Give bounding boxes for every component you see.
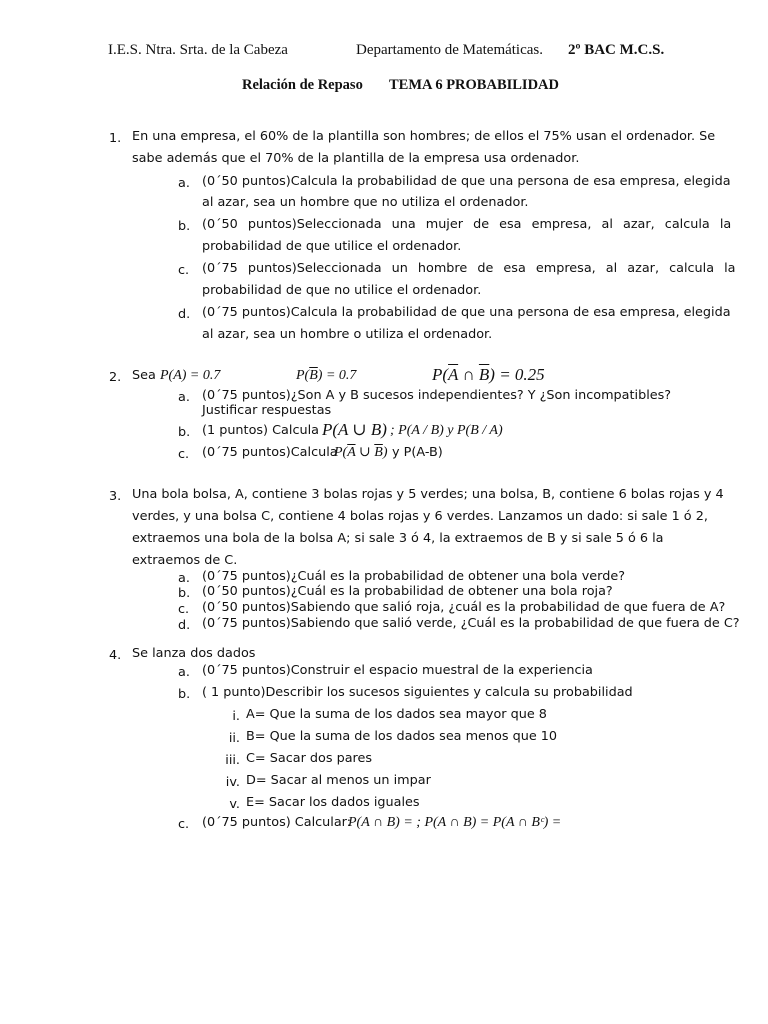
q2b-rest: ; P(A / B) y P(B / A) — [390, 423, 503, 438]
q4-line1: Se lanza dos dados — [132, 646, 256, 661]
q1d-line2: al azar, sea un hombre o utiliza el ordenador. — [202, 327, 493, 342]
q3a-label: a. — [178, 571, 190, 586]
q3d-text: (0´75 puntos)Sabiendo que salió verde, ¿Cuál es la probabilidad de que fuera de C? — [202, 616, 740, 631]
q4b-item-label: i. — [232, 709, 240, 724]
q2c-close: ) — [382, 445, 388, 460]
q3-line1: Una bola bolsa, A, contiene 3 bolas rojas y 5 verdes; una bolsa, B, contiene 6 bolas rojas y 4 — [132, 487, 724, 502]
q2-pint-rest: ) = 0.25 — [489, 365, 545, 384]
department-name: Departamento de Matemáticas. — [356, 42, 544, 58]
q2c-label: c. — [178, 447, 190, 462]
q4b-item-label: iii. — [225, 753, 240, 768]
q2-pint-cap: ∩ — [458, 365, 479, 384]
q2c-a: $\overline{A}$ — [347, 445, 356, 460]
q4b-item-label: v. — [229, 797, 240, 812]
q4b-item-label: iv. — [225, 775, 240, 790]
q2-pbbar — [296, 369, 356, 383]
q3c-text: (0´50 puntos)Sabiendo que salió roja, ¿cuál es la probabilidad de que fuera de A? — [202, 600, 726, 615]
q2-pint-p: P( — [432, 365, 449, 384]
q3-line2: verdes, y una bolsa C, contiene 4 bolas rojas y 6 verdes. Lanzamos un dado: si sale 1 ó 2, — [132, 509, 708, 524]
q2-pint-a: $\overline{A}$ — [448, 365, 459, 384]
q4-number: 4. — [109, 648, 122, 663]
q2c-text: (0´75 puntos)Calcula — [202, 445, 338, 460]
q2b-text: (1 puntos) Calcula — [202, 423, 319, 438]
q4c-text: (0´75 puntos) Calcular: — [202, 815, 352, 830]
q1d-line1: (0´75 puntos)Calcula la probabilidad de que una persona de esa empresa, elegida — [202, 305, 731, 320]
q4a-label: a. — [178, 665, 190, 680]
relacion-title: Relación de Repaso — [242, 77, 363, 93]
tema-title: TEMA 6 PROBABILIDAD — [389, 77, 559, 93]
q2b-union: P(A ∪ B) — [322, 420, 387, 439]
q4b-label: b. — [178, 687, 191, 702]
q1-line2: sabe además que el 70% de la plantilla de la empresa usa ordenador. — [132, 151, 580, 166]
q1a-line1: (0´50 puntos)Calcula la probabilidad de que una persona de esa empresa, elegida — [202, 174, 731, 189]
q2c-formula — [334, 446, 388, 460]
q4b-item-text: D= Sacar al menos un impar — [246, 773, 431, 788]
q1c-label: c. — [178, 263, 190, 278]
school-name: I.E.S. Ntra. Srta. de la Cabeza — [108, 42, 288, 58]
q3b-text: (0´50 puntos)¿Cuál es la probabilidad de obtener una bola roja? — [202, 584, 613, 599]
q1a-line2: al azar, sea un hombre que no utiliza el ordenador. — [202, 195, 529, 210]
q2-pbbar-rest: ) = 0.7 — [317, 368, 357, 383]
q3c-label: c. — [178, 602, 190, 617]
q2a-line1: (0´75 puntos)¿Son A y B sucesos independientes? Y ¿Son incompatibles? — [202, 388, 672, 403]
q4b-item-text: C= Sacar dos pares — [246, 751, 373, 766]
q2-pint-b: $\overline{B}$ — [478, 365, 490, 384]
q3-line3: extraemos una bola de la bolsa A; si sale 3 ó 4, la extraemos de B y si sale 5 ó 6 la — [132, 531, 664, 546]
q1d-label: d. — [178, 307, 191, 322]
q4b-text: ( 1 punto)Describir los sucesos siguientes y calcula su probabilidad — [202, 685, 633, 700]
q1-number: 1. — [109, 131, 122, 146]
q3-number: 3. — [109, 489, 122, 504]
q2c-rest: y P(A-B) — [392, 445, 443, 460]
q4b-item-text: E= Sacar los dados iguales — [246, 795, 420, 810]
q2c-p: P( — [334, 445, 348, 460]
q2b-label: b. — [178, 425, 191, 440]
q2c-cup: ∪ — [355, 445, 375, 460]
q1b-line1: (0´50 puntos)Seleccionada una mujer de esa empresa, al azar, calcula la — [202, 217, 732, 232]
q3d-label: d. — [178, 618, 191, 633]
q4c-formula: P(A ∩ B) = ; P(A ∩ B) = P(A ∩ Bᶜ) = — [348, 815, 562, 830]
q1b-line2: probabilidad de que utilice el ordenador. — [202, 239, 462, 254]
q2a-label: a. — [178, 390, 190, 405]
q2-pbbar-p: P( — [296, 368, 310, 383]
q4b-item-text: A= Que la suma de los dados sea mayor que 8 — [246, 707, 547, 722]
q1-line1: En una empresa, el 60% de la plantilla son hombres; de ellos el 75% usan el ordenador. Se — [132, 129, 716, 144]
course-name: 2º BAC M.C.S. — [568, 42, 665, 58]
q4c-label: c. — [178, 817, 190, 832]
q4a-text: (0´75 puntos)Construir el espacio muestral de la experiencia — [202, 663, 593, 678]
q2c-b: $\overline{B}$ — [374, 445, 383, 460]
q1c-line1: (0´75 puntos)Seleccionada un hombre de esa empresa, al azar, calcula la — [202, 261, 736, 276]
q3b-label: b. — [178, 586, 191, 601]
q4b-item-text: B= Que la suma de los dados sea menos que 10 — [246, 729, 558, 744]
q2-pa: P(A) = 0.7 — [160, 368, 221, 383]
q2a-line2: Justificar respuestas — [202, 403, 332, 418]
q3a-text: (0´75 puntos)¿Cuál es la probabilidad de obtener una bola verde? — [202, 569, 625, 584]
q4b-item-label: ii. — [228, 731, 240, 746]
q2-number: 2. — [109, 370, 122, 385]
q3-line4: extraemos de C. — [132, 553, 238, 568]
q1c-line2: probabilidad de que no utilice el ordenador. — [202, 283, 482, 298]
q1b-label: b. — [178, 219, 191, 234]
q2-pbbar-b: $\overline{B}$ — [309, 368, 318, 383]
q1a-label: a. — [178, 176, 190, 191]
q2-sea: Sea — [132, 368, 156, 383]
q2-pint — [432, 366, 545, 383]
